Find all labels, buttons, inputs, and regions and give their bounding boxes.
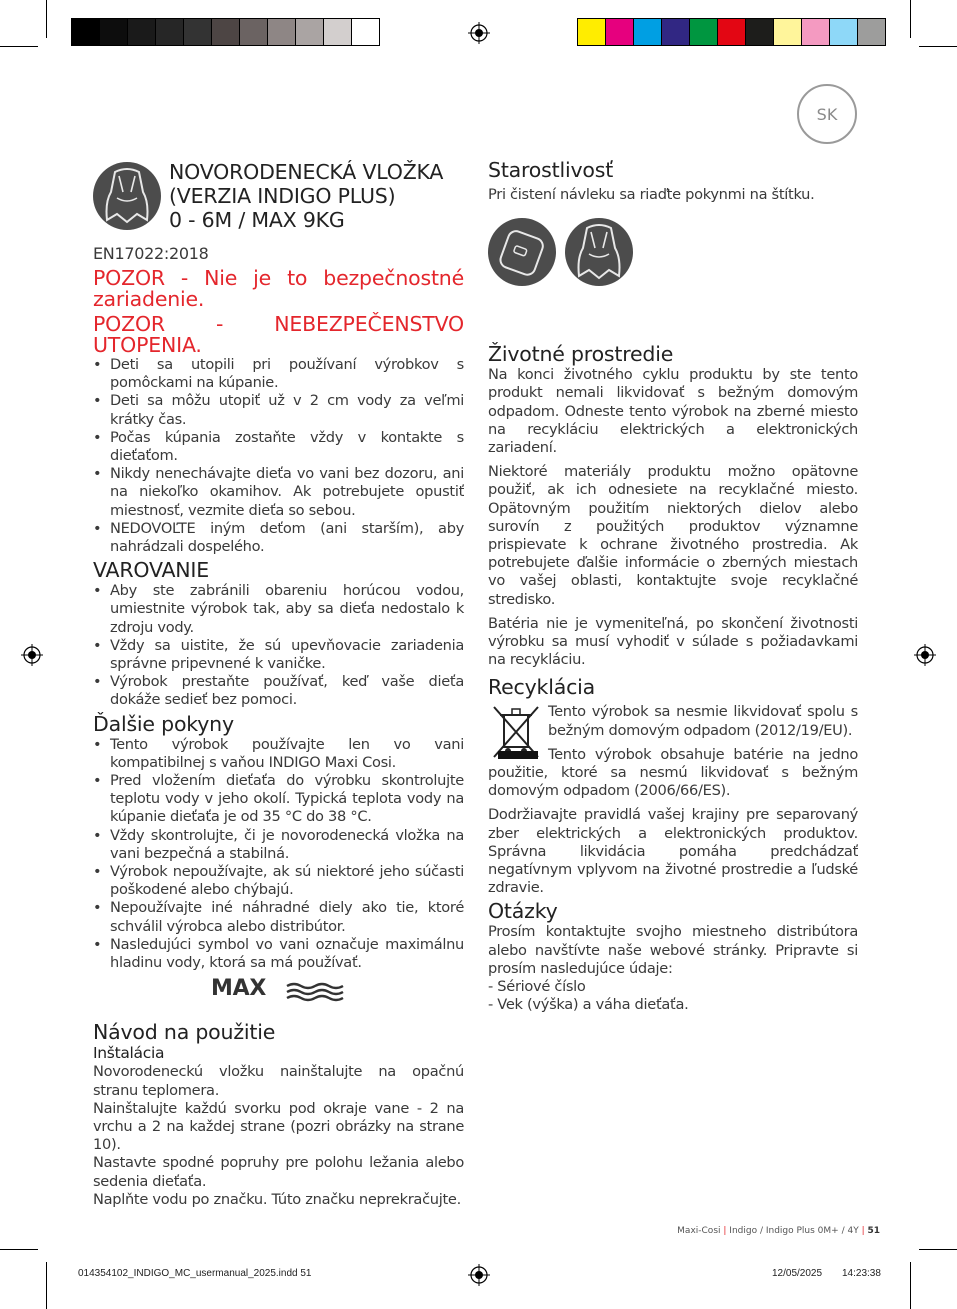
color-swatch [633,18,662,46]
footer-page-number: 51 [867,1226,880,1236]
color-swatch [183,18,212,46]
list-item: • Vždy sa uistite, že sú upevňovacie zariadenia správne pripevnené k vaničke. [93,637,464,673]
registration-mark-icon [914,644,936,666]
battery-bar-icon [498,751,538,759]
weee-block [488,703,858,739]
crop-mark [910,1262,911,1309]
color-swatch [71,18,100,46]
footer-product: Indigo / Indigo Plus 0M+ / 4Y [729,1226,859,1236]
install-paragraph: Nastavte spodné popruhy pre polohu ležania alebo sedenia dieťaťa. [93,1154,464,1190]
color-swatch [211,18,240,46]
color-swatch [323,18,352,46]
list-item: • Nikdy nenechávajte dieťa vo vani bez dozoru, ani na niekoľko okamihov. Ak potrebujete opustiť miestnosť, vezmite dieťa so sebou. [93,465,464,520]
usage-heading: Návod na použitie [93,1020,276,1045]
further-instructions-heading: Ďalšie pokyny [93,711,234,736]
list-item: • Výrobok nepoužívajte, ak sú niektoré jeho súčasti poškodené alebo chýbajú. [93,863,464,899]
list-item: • Aby ste zabránili obareniu horúcou vodou, umiestnite výrobok tak, aby sa dieťa nedostalo k zdroju vody. [93,582,464,637]
list-item: • Výrobok prestaňte používať, keď vaše dieťa dokáže sedieť bez pomoci. [93,673,464,709]
product-title-line3: 0 - 6M / MAX 9KG [169,208,345,232]
list-item: • Tento výrobok používajte len vo vani kompatibilnej s vaňou INDIGO Maxi Cosi. [93,736,464,772]
color-swatch [745,18,774,46]
color-swatch [351,18,380,46]
crop-mark [0,46,38,47]
care-text: Pri čistení návleku sa riaďte pokynmi na štítku. [488,186,815,203]
environment-heading: Životné prostredie [488,342,674,367]
slug-date: 12/05/2025 [772,1268,823,1279]
registration-mark-icon [468,22,490,44]
install-paragraph: Nainštalujte každú svorku pod okraje vane - 2 na vrchu a 2 na každej strane (pozri obrázky na strane 10). [93,1099,464,1154]
care-icons [488,210,858,298]
language-badge: SK [797,84,857,144]
product-header [93,160,464,244]
further-instructions-list [93,736,464,973]
recycling-heading: Recyklácia [488,675,595,700]
color-swatch [801,18,830,46]
list-item: • Pred vložením dieťaťa do výrobku skontrolujte teplotu vody v jeho okolí. Typická teplota vody na kúpanie dieťaťa je od 35 °C do 38 °C. [93,772,464,827]
environment-paragraph: Niektoré materiály produktu možno opätovne použiť, ak ich odnesiete na recyklačné miesto. Opätovným použitím niektorých dielov alebo surovín z použitých produktov významne prispievate k ochrane životného prostredia. Ak potrebujete ďalšie informácie o zberných miestach vo vašej oblasti, kontaktujte svoje recyklačné stredisko. [488,463,858,608]
right-column [488,158,858,1015]
color-swatch [689,18,718,46]
registration-mark-icon [21,644,43,666]
registration-mark-icon [468,1264,490,1286]
care-heading: Starostlivosť [488,158,614,182]
water-waves-icon [285,982,345,1002]
crop-mark [919,46,957,47]
color-swatch [127,18,156,46]
questions-item: - Vek (výška) a váha dieťaťa. [488,996,689,1014]
color-swatch [577,18,606,46]
install-paragraph: Naplňte vodu po značku. Túto značku neprekračujte. [93,1190,461,1208]
crop-mark [46,0,47,38]
list-item: • Nepoužívajte iné náhradné diely ako tie, ktoré schválil výrobca alebo distribútor. [93,899,464,935]
footer-brand: Maxi-Cosi [677,1226,721,1236]
environment-paragraph: Na konci životného cyklu produktu by ste tento produkt nemali likvidovať s bežným domovým odpadom. Odneste tento výrobok na zberné miesto na recykláciu elektrických a elektronických zariadení. [488,366,858,457]
max-water-symbol [93,972,464,1014]
battery-text: Tento výrobok obsahuje batérie na jedno použitie, ktoré sa nesmú likvidovať s bežným domovým odpadom (2006/66/ES). [488,745,858,800]
color-swatch [857,18,886,46]
list-item: • Deti sa môžu utopiť už v 2 cm vody za veľmi krátky čas. [93,392,464,428]
max-label: MAX [211,976,266,1002]
color-swatch [295,18,324,46]
crop-mark [0,1249,38,1250]
product-title-line1: NOVORODENECKÁ VLOŽKA [169,160,444,184]
list-item: • Vždy skontrolujte, či je novorodenecká vložka na vani bezpečná a stabilná. [93,827,464,863]
questions-text: Prosím kontaktujte svojho miestneho distribútora alebo navštívte naše webové stránky. Pripravte si prosím nasledujúce údaje: [488,923,858,977]
environment-paragraph: Batéria nie je vymeniteľná, po skončení životnosti výrobku sa musí vyhodiť v súlade s požiadavkami na recykláciu. [488,614,858,669]
newborn-insert-icon [565,218,633,286]
warning-heading: VAROVANIE [93,558,210,583]
list-item: • Deti sa utopili pri používaní výrobkov s pomôckami na kúpanie. [93,356,464,392]
newborn-insert-icon [93,162,161,230]
drowning-warning-list [93,356,464,556]
battery-block [488,746,858,801]
warning-list [93,582,464,709]
left-column [93,160,464,1209]
install-paragraph: Novorodeneckú vložku nainštalujte na opačnú stranu teplomera. [93,1063,464,1099]
color-swatch [99,18,128,46]
color-swatch [605,18,634,46]
product-title-line2: (VERZIA INDIGO PLUS) [169,184,396,208]
color-swatch [773,18,802,46]
install-subheading: Inštalácia [93,1044,165,1063]
page-footer: Maxi-Cosi | Indigo / Indigo Plus 0M+ / 4Y | 51 [677,1226,880,1236]
warning-drowning-hazard: POZOR - NEBEZPEČENSTVO UTOPENIA. [93,312,464,357]
crop-mark [919,1249,957,1250]
questions-heading: Otázky [488,899,558,924]
color-swatch [717,18,746,46]
warning-not-safety-device: POZOR - Nie je to bezpečnostné zariadenie. [93,266,464,311]
slug-time: 14:23:38 [842,1268,881,1279]
crop-mark [910,0,911,38]
battery-unit-icon [488,218,556,286]
color-swatch [239,18,268,46]
color-swatch [155,18,184,46]
crop-mark [46,1262,47,1309]
slug-file: 014354102_INDIGO_MC_usermanual_2025.indd 51 [78,1268,312,1279]
standard-number: EN17022:2018 [93,244,209,263]
list-item: • NEDOVOĽTE iným deťom (ani starším), aby nahrádzali dospelého. [93,520,464,556]
list-item: • Nasledujúci symbol vo vani označuje maximálnu hladinu vody, ktorá sa má používať. [93,936,464,972]
recycling-text: Dodržiavajte pravidlá vašej krajiny pre separovaný zber elektrických a elektronických produktov. Správna likvidácia pomáha predchádzať negatívnym vplyvom na životné prostredie a ľudské zdravie. [488,806,858,897]
questions-item: - Sériové číslo [488,978,586,996]
color-swatch [661,18,690,46]
color-swatch [267,18,296,46]
list-item: • Počas kúpania zostaňte vždy v kontakte s dieťaťom. [93,429,464,465]
color-swatch [829,18,858,46]
weee-text: Tento výrobok sa nesmie likvidovať spolu s bežným domovým odpadom (2012/19/EU). [548,703,858,739]
